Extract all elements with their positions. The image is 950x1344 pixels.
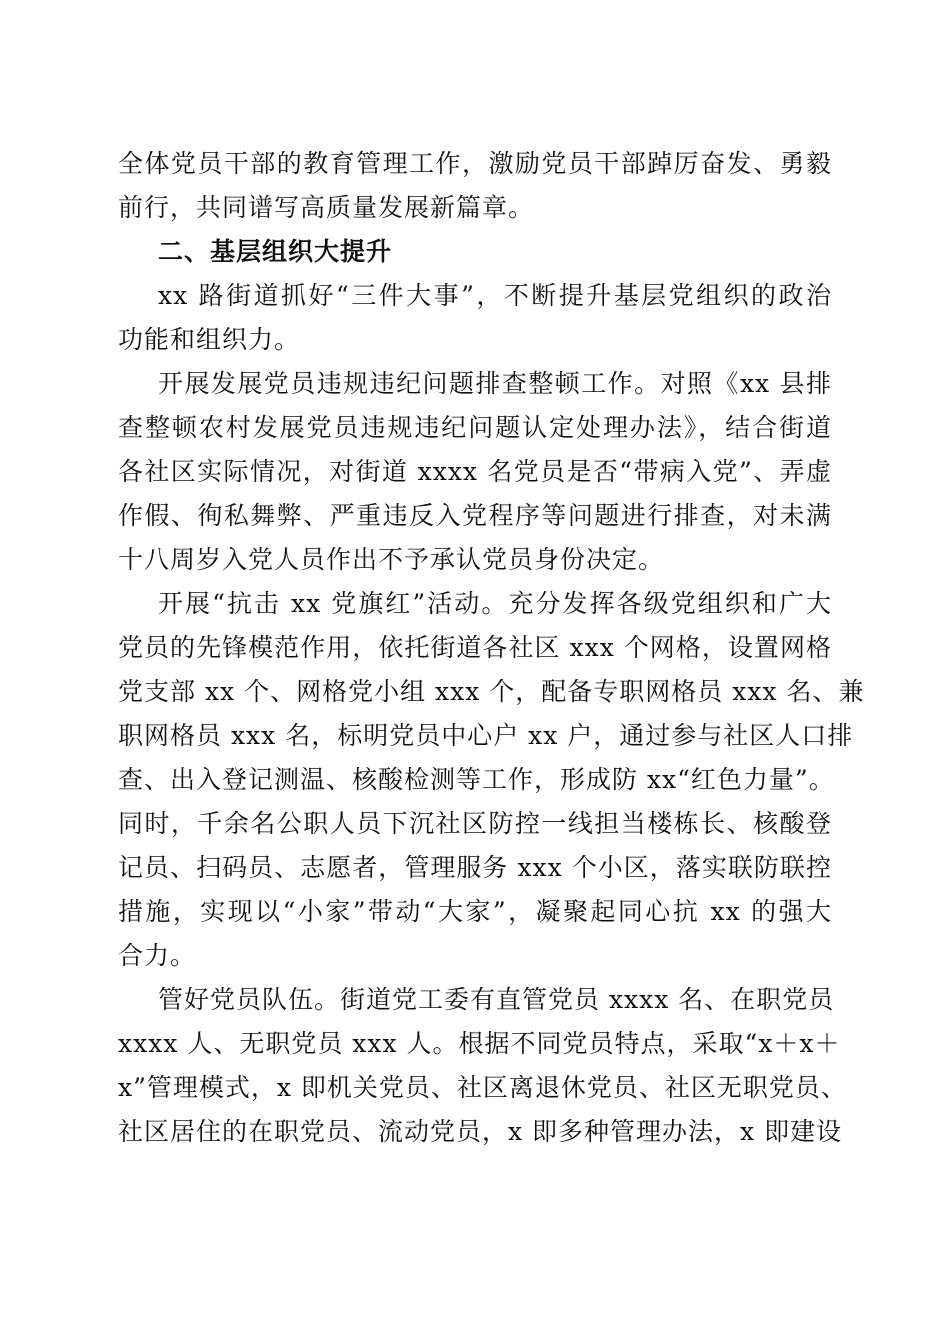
text-line: 全体党员干部的教育管理工作，激励党员干部踔厉奋发、勇毅 xyxy=(118,149,832,178)
text-line: 职网格员 xxx 名，标明党员中心户 xx 户，通过参与社区人口排 xyxy=(118,721,854,750)
text-line: 合力。 xyxy=(118,941,197,970)
text-line: 作假、徇私舞弊、严重违反入党程序等问题进行排查，对未满 xyxy=(118,501,832,530)
text-line: 功能和组织力。 xyxy=(118,325,301,354)
text-line: 党员的先锋模范作用，依托街道各社区 xxx 个网格，设置网格 xyxy=(118,633,832,662)
text-line: 记员、扫码员、志愿者，管理服务 xxx 个小区，落实联防联控 xyxy=(118,853,832,882)
text-line: 党支部 xx 个、网格党小组 xxx 个，配备专职网格员 xxx 名、兼 xyxy=(118,677,865,706)
text-line: 开展“抗击 xx 党旗红”活动。充分发挥各级党组织和广大 xyxy=(158,589,832,618)
text-line: xx 路街道抓好“三件大事”，不断提升基层党组织的政治 xyxy=(158,281,832,310)
section-heading xyxy=(118,230,832,274)
text-line: 措施，实现以“小家”带动“大家”，凝聚起同心抗 xx 的强大 xyxy=(118,897,832,926)
text-line: 社区居住的在职党员、流动党员，x 即多种管理办法，x 即建设 xyxy=(118,1117,843,1146)
text-line: 查、出入登记测温、核酸检测等工作，形成防 xx“红色力量”。 xyxy=(118,765,835,794)
text-line: x”管理模式，x 即机关党员、社区离退休党员、社区无职党员、 xyxy=(118,1073,847,1102)
paragraph-intro-tail xyxy=(118,142,832,230)
text-line: 开展发展党员违规违纪问题排查整顿工作。对照《xx 县排 xyxy=(158,369,832,398)
paragraph-rectification xyxy=(118,362,832,582)
text-line: 管好党员队伍。街道党工委有直管党员 xxxx 名、在职党员 xyxy=(158,985,835,1014)
paragraph-flag-campaign xyxy=(118,582,865,978)
section-title: 二、基层组织大提升 xyxy=(158,237,393,266)
text-line: 十八周岁入党人员作出不予承认党员身份决定。 xyxy=(118,545,665,574)
paragraph-member-management xyxy=(118,978,847,1154)
paragraph-section-intro xyxy=(118,274,832,362)
text-line: xxxx 人、无职党员 xxx 人。根据不同党员特点，采取“x＋x＋ xyxy=(118,1029,841,1058)
text-line: 查整顿农村发展党员违规违纪问题认定处理办法》，结合街道 xyxy=(118,413,832,442)
text-line: 各社区实际情况，对街道 xxxx 名党员是否“带病入党”、弄虚 xyxy=(118,457,832,486)
document-body xyxy=(118,142,865,1154)
text-line: 同时，千余名公职人员下沉社区防控一线担当楼栋长、核酸登 xyxy=(118,809,832,838)
text-line: 前行，共同谱写高质量发展新篇章。 xyxy=(118,193,535,222)
